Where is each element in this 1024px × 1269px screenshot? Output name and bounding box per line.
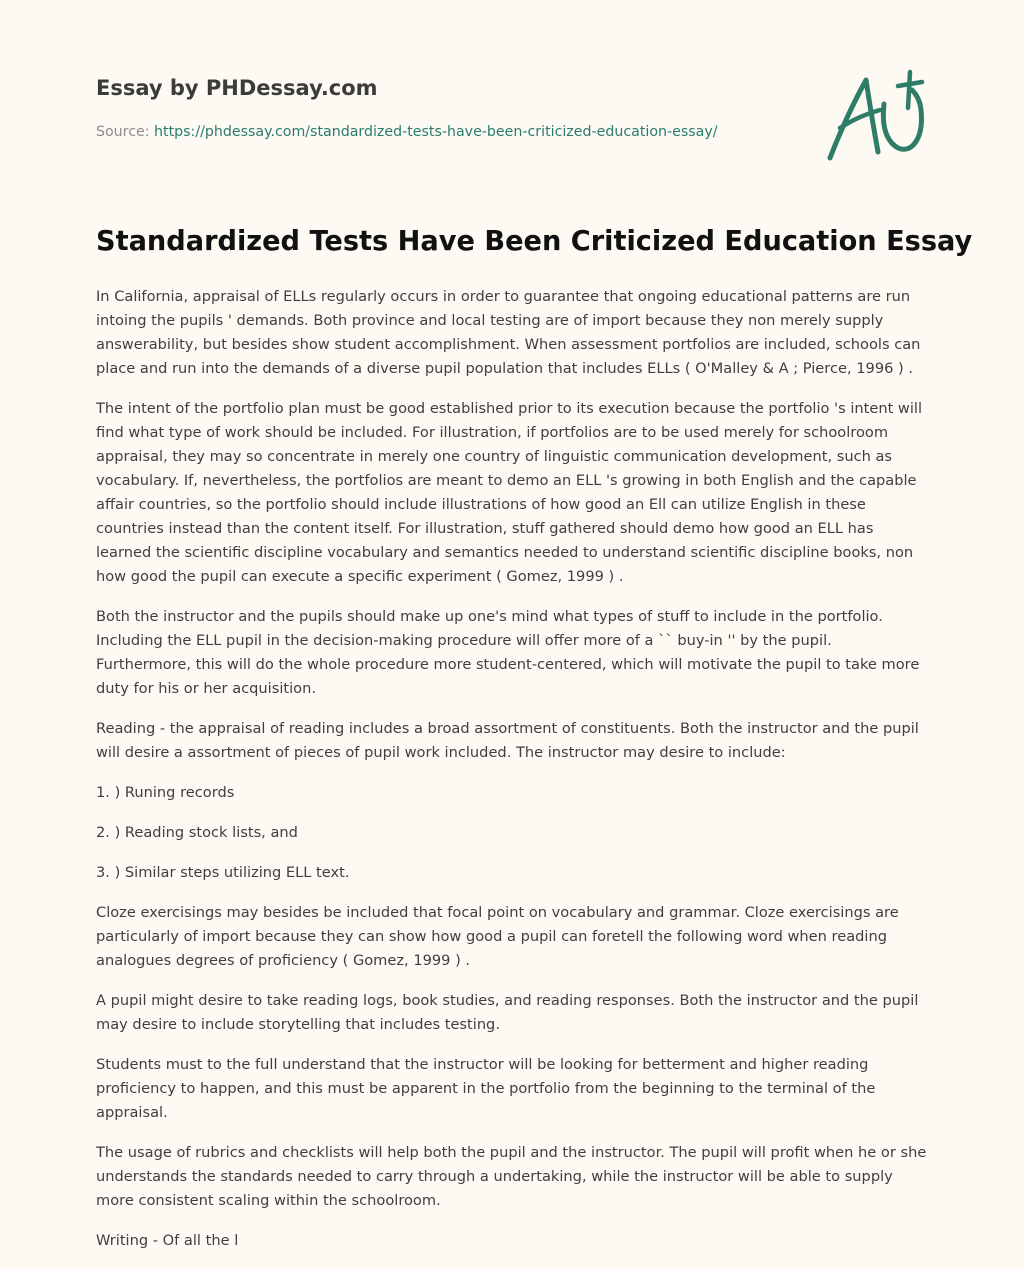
source-link[interactable]: https://phdessay.com/standardized-tests-have-been-criticized-education-essay/ [154,124,718,140]
paragraph: Both the instructor and the pupils should make up one's mind what types of stuff to include in the portfolio. Including the ELL pupil in the decision-making procedure will offer more of a `` buy-in '' by the pupil. Furthermore, this will do the whole procedure more student-centered, which will motivate the pupil to take more duty for his or her acquisition. [96,608,920,697]
paragraph: A pupil might desire to take reading logs, book studies, and reading responses. Both the instructor and the pupil may desire to include storytelling that includes testing. [96,992,919,1033]
essay-title: Standardized Tests Have Been Criticized Education Essay [96,226,973,257]
paragraph-truncated: Writing - Of all the l [96,1232,239,1249]
list-item: 1. ) Runing records [96,784,235,801]
source-label: Source: [96,124,150,140]
site-brand: Essay by PHDessay.com [96,76,378,100]
paragraph: Students must to the full understand that the instructor will be looking for betterment and higher reading proficiency to happen, and this must be apparent in the portfolio from the beginning to the terminal of the appraisal. [96,1056,876,1121]
paragraph: Reading - the appraisal of reading includes a broad assortment of constituents. Both the instructor and the pupil will desire a assortment of pieces of pupil work included. The instructor may desire to include: [96,720,919,761]
essay-body [96,285,928,1269]
a-plus-grade-icon [826,68,930,164]
paragraph: The usage of rubrics and checklists will help both the pupil and the instructor. The pupil will profit when he or she understands the standards needed to carry through a undertaking, while the instructor will be able to supply more consistent scaling within the schoolroom. [96,1144,927,1209]
list-item: 2. ) Reading stock lists, and [96,824,298,841]
paragraph: The intent of the portfolio plan must be good established prior to its execution because the portfolio 's intent will find what type of work should be included. For illustration, if portfolios are to be used merely for schoolroom appraisal, they may so concentrate in merely one country of linguistic communication development, such as vocabulary. If, nevertheless, the portfolios are meant to demo an ELL 's growing in both English and the capable affair countries, so the portfolio should include illustrations of how good an Ell can utilize English in these countries instead than the content itself. For illustration, stuff gathered should demo how good an ELL has learned the scientific discipline vocabulary and semantics needed to understand scientific discipline books, non how good the pupil can execute a specific experiment ( Gomez, 1999 ) . [96,400,923,585]
paragraph: Cloze exercisings may besides be included that focal point on vocabulary and grammar. Cloze exercisings are particularly of import because they can show how good a pupil can foretell the following word when reading analogues degrees of proficiency ( Gomez, 1999 ) . [96,904,899,969]
source-line [96,124,718,140]
list-item: 3. ) Similar steps utilizing ELL text. [96,864,350,881]
paragraph: In California, appraisal of ELLs regularly occurs in order to guarantee that ongoing educational patterns are run intoing the pupils ' demands. Both province and local testing are of import because they non merely supply answerability, but besides show student accomplishment. When assessment portfolios are included, schools can place and run into the demands of a diverse pupil population that includes ELLs ( O'Malley & A ; Pierce, 1996 ) . [96,288,921,377]
